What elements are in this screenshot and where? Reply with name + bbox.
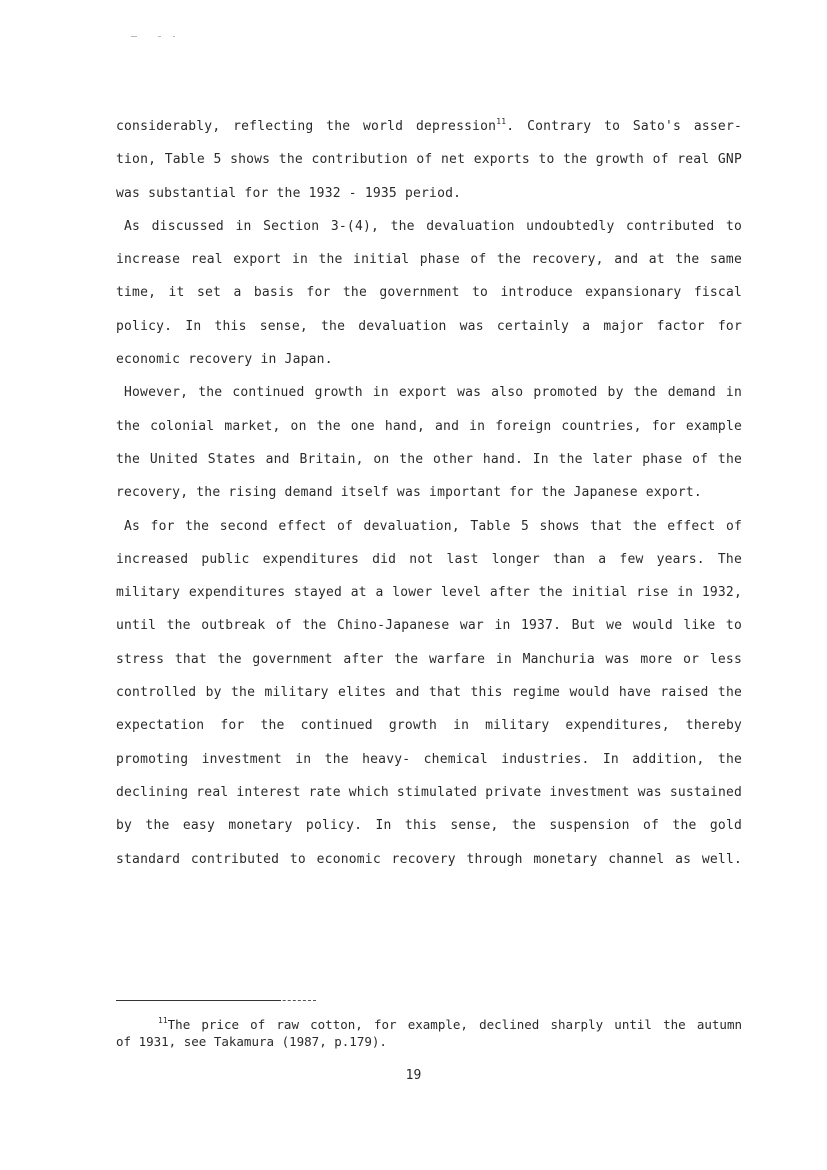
text-line: recovery, the rising demand itself was important for the Japanese export. [116,485,702,501]
text-line: As for the second effect of devaluation, Table 5 shows that the effect of [124,518,742,534]
footnote-marker: 11 [158,1016,168,1025]
footnote-line: of 1931, see Takamura (1987, p.179). [116,1034,387,1049]
text-line: military expenditures stayed at a lower level after the initial rise in 1932, [116,585,742,601]
text-line: was substantial for the 1932 - 1935 period. [116,185,462,201]
text-line: controlled by the military elites and that this regime would have raised the [116,685,742,701]
body-text [116,110,742,876]
footnote [116,1016,742,1050]
page-number: 19 [405,1068,422,1083]
text-line: standard contributed to economic recovery through monetary channel as well. [116,851,742,867]
text-line: economic recovery in Japan. [116,352,333,368]
scan-mark [131,36,137,37]
scan-mark [173,36,175,37]
text-line [116,110,742,143]
footnote-separator-solid [116,1000,281,1001]
text-line: until the outbreak of the Chino-Japanese war in 1937. But we would like to [116,618,742,634]
text-line: expectation for the continued growth in military expenditures, thereby [116,718,742,734]
text-line: the colonial market, on the one hand, and in foreign countries, for example [116,418,742,434]
footnote-reference[interactable]: 11 [496,117,507,126]
text-line: the United States and Britain, on the other hand. In the later phase of the [116,451,742,467]
scan-mark [158,36,161,37]
text-line: However, the continued growth in export was also promoted by the demand in [124,385,742,401]
text-line: time, it set a basis for the government to introduce expansionary fiscal [116,285,742,301]
text-line: policy. In this sense, the devaluation was certainly a major factor for [116,318,742,334]
footnote-text: The price of raw cotton, for example, declined sharply until the autumn [167,1017,742,1032]
text-line: by the easy monetary policy. In this sense, the suspension of the gold [116,818,742,834]
text-line: increased public expenditures did not last longer than a few years. The [116,551,742,567]
text-line: tion, Table 5 shows the contribution of net exports to the growth of real GNP [116,152,742,168]
text-span: considerably, reflecting the world depression [116,119,497,134]
text-line: As discussed in Section 3-(4), the devaluation undoubtedly contributed to [124,218,742,234]
text-line: increase real export in the initial phase of the recovery, and at the same [116,252,742,268]
footnote-line [116,1016,742,1033]
text-span: . Contrary to Sato's asser- [506,119,742,134]
text-line: declining real interest rate which stimulated private investment was sustained [116,784,742,800]
text-line: promoting investment in the heavy- chemical industries. In addition, the [116,751,742,767]
text-line: stress that the government after the warfare in Manchuria was more or less [116,651,742,667]
